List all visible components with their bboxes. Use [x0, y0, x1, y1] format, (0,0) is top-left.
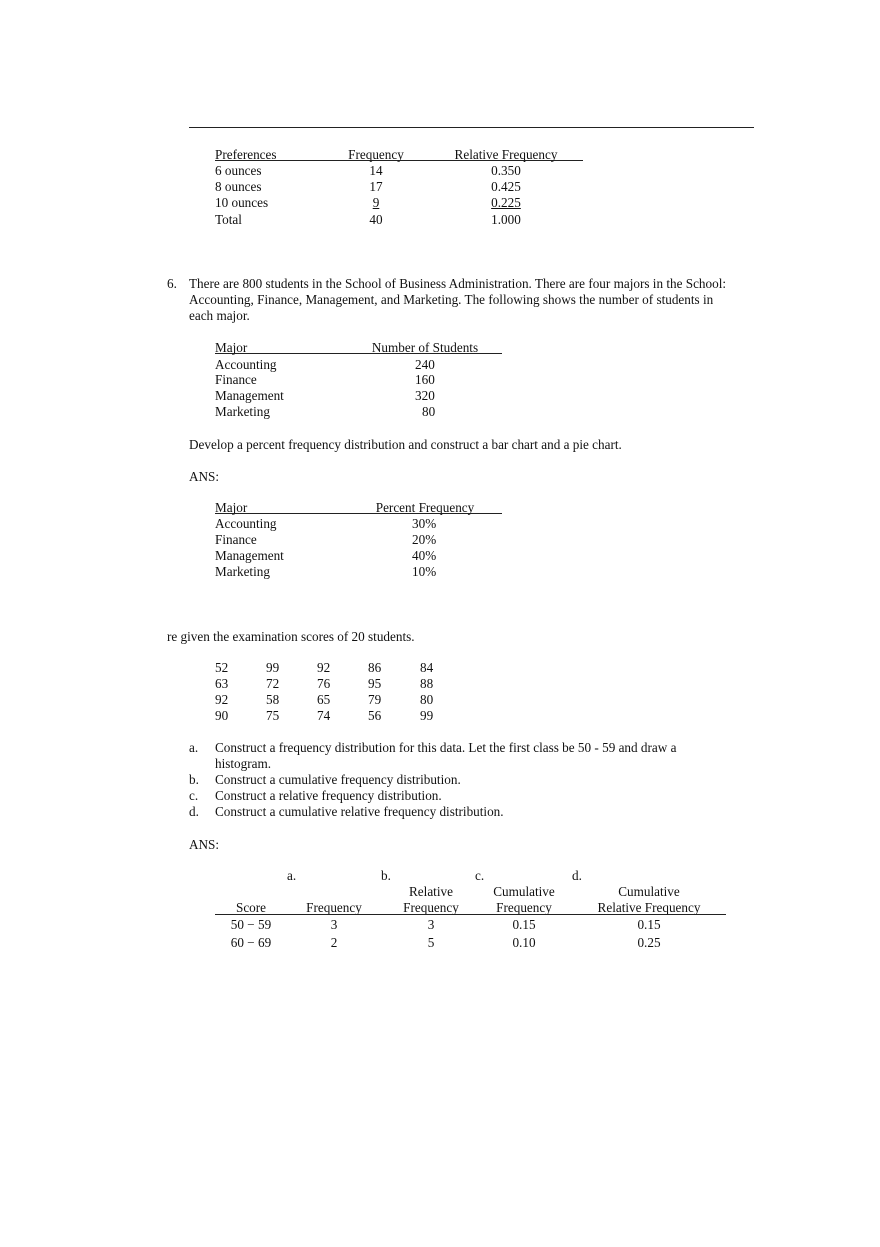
- score-cell: 63: [215, 676, 229, 691]
- top-divider: [189, 127, 754, 128]
- table-header: Cumulative: [618, 884, 680, 899]
- table-cell: 3: [427, 917, 435, 932]
- table-cell: Finance: [215, 372, 257, 387]
- table-cell: 60 − 69: [230, 935, 272, 950]
- problem-text: each major.: [189, 308, 250, 323]
- table-cell: Accounting: [215, 516, 277, 531]
- part-label: c.: [189, 788, 199, 803]
- table-cell: Marketing: [215, 564, 270, 579]
- table-cell: 0.15: [512, 917, 536, 932]
- problem-text: Accounting, Finance, Management, and Marketing. The following shows the number of students in: [189, 292, 714, 307]
- table-header: Frequency: [348, 147, 404, 162]
- problem-text: There are 800 students in the School of Business Administration. There are four majors in the School:: [189, 276, 727, 291]
- problem-number: 6.: [167, 276, 177, 291]
- problem-intro: re given the examination scores of 20 students.: [167, 629, 415, 644]
- header-underline: [215, 914, 726, 915]
- score-cell: 95: [368, 676, 382, 691]
- table-cell: 0.25: [637, 935, 661, 950]
- score-cell: 84: [420, 660, 434, 675]
- score-cell: 92: [215, 692, 229, 707]
- table-cell: 0.425: [491, 179, 521, 194]
- table-cell: 6 ounces: [215, 163, 262, 178]
- table-cell: 17: [369, 179, 383, 194]
- score-cell: 75: [266, 708, 280, 723]
- table-cell: Accounting: [215, 357, 277, 372]
- table-header: Frequency: [306, 900, 362, 915]
- table-cell: Management: [215, 548, 284, 563]
- table-cell: 14: [369, 163, 383, 178]
- header-underline: [215, 353, 502, 354]
- table-cell: 2: [330, 935, 338, 950]
- table-cell: 50 − 59: [230, 917, 272, 932]
- table-cell: 320: [415, 388, 435, 403]
- score-cell: 74: [317, 708, 331, 723]
- table-cell: 0.10: [512, 935, 536, 950]
- table-header: Frequency: [403, 900, 459, 915]
- part-text: Construct a relative frequency distribution.: [215, 788, 442, 803]
- table-cell: 9: [372, 195, 380, 210]
- part-text: Construct a cumulative relative frequency distribution.: [215, 804, 504, 819]
- table-cell: 0.225: [491, 195, 521, 210]
- table-cell: 80: [422, 404, 436, 419]
- table-cell: 10 ounces: [215, 195, 269, 210]
- table-cell: 8 ounces: [215, 179, 262, 194]
- score-cell: 92: [317, 660, 331, 675]
- part-label: a.: [287, 868, 297, 883]
- score-cell: 56: [368, 708, 382, 723]
- score-cell: 86: [368, 660, 382, 675]
- table-header: Score: [235, 900, 267, 915]
- table-cell: 0.15: [637, 917, 661, 932]
- table-cell: Marketing: [215, 404, 270, 419]
- table-cell: Finance: [215, 532, 257, 547]
- table-cell: 10%: [412, 564, 437, 579]
- score-cell: 99: [266, 660, 280, 675]
- table-header: Major: [215, 500, 248, 515]
- table-cell: 30%: [412, 516, 437, 531]
- ans-label: ANS:: [189, 469, 220, 484]
- score-cell: 80: [420, 692, 434, 707]
- part-label: b.: [381, 868, 391, 883]
- part-label: b.: [189, 772, 199, 787]
- table-header: Relative Frequency: [597, 900, 701, 915]
- table-cell: 240: [415, 357, 435, 372]
- table-header: Major: [215, 340, 248, 355]
- score-cell: 90: [215, 708, 229, 723]
- table-cell: 160: [415, 372, 435, 387]
- score-cell: 65: [317, 692, 331, 707]
- table-header: Frequency: [496, 900, 552, 915]
- table-cell: 0.350: [491, 163, 521, 178]
- table-cell: Total: [215, 212, 242, 227]
- table-header: Relative Frequency: [454, 147, 558, 162]
- table-header: Preferences: [215, 147, 277, 162]
- part-text: Construct a frequency distribution for this data. Let the first class be 50 - 59 and draw a: [215, 740, 677, 755]
- instruction-text: Develop a percent frequency distribution and construct a bar chart and a pie chart.: [189, 437, 622, 452]
- part-label: a.: [189, 740, 199, 755]
- header-underline: [215, 513, 502, 514]
- part-label: d.: [189, 804, 199, 819]
- table-header: Cumulative: [493, 884, 555, 899]
- table-header: Number of Students: [371, 340, 479, 355]
- score-cell: 52: [215, 660, 229, 675]
- score-cell: 58: [266, 692, 280, 707]
- table-cell: 40: [369, 212, 383, 227]
- part-label: c.: [475, 868, 485, 883]
- score-cell: 72: [266, 676, 280, 691]
- table-cell: 5: [427, 935, 435, 950]
- score-cell: 88: [420, 676, 434, 691]
- table-cell: Management: [215, 388, 284, 403]
- table-cell: 40%: [412, 548, 437, 563]
- score-cell: 79: [368, 692, 382, 707]
- score-cell: 76: [317, 676, 331, 691]
- table-cell: 20%: [412, 532, 437, 547]
- ans-label: ANS:: [189, 837, 220, 852]
- table-cell: 3: [330, 917, 338, 932]
- part-text: histogram.: [215, 756, 272, 771]
- part-label: d.: [572, 868, 582, 883]
- table-header: Percent Frequency: [375, 500, 475, 515]
- table-cell: 1.000: [491, 212, 521, 227]
- header-underline: [215, 160, 583, 161]
- part-text: Construct a cumulative frequency distribution.: [215, 772, 461, 787]
- table-header: Relative: [409, 884, 453, 899]
- score-cell: 99: [420, 708, 434, 723]
